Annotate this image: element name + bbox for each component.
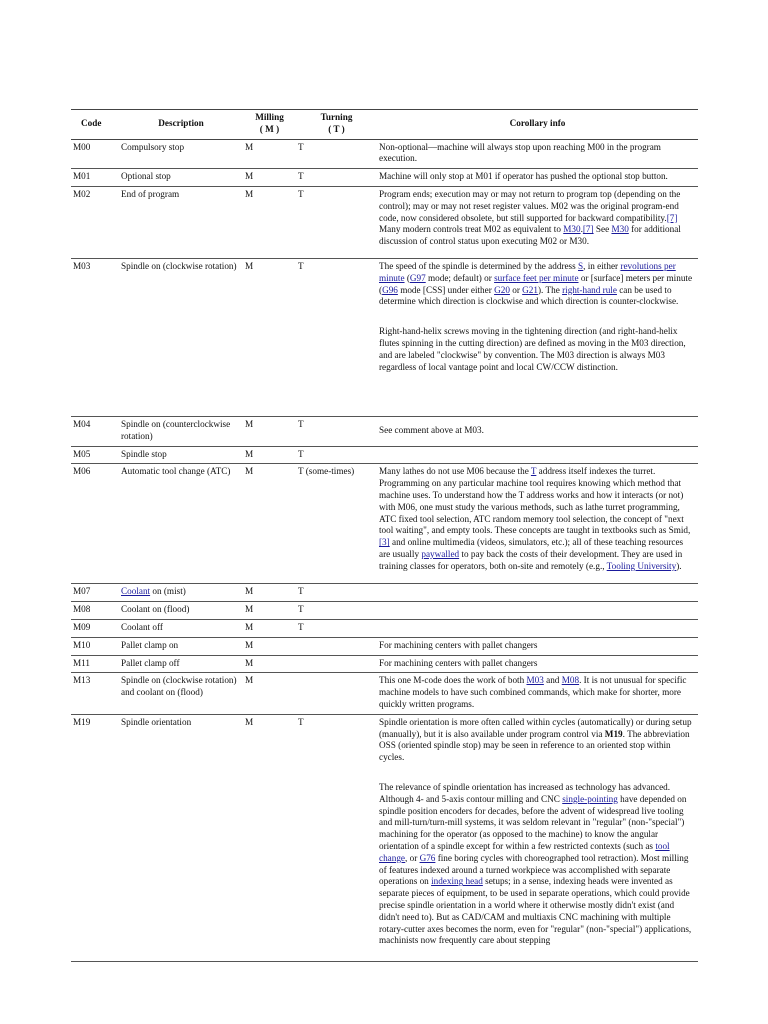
info-text: . It is not unusual for specific machine models to have such combined commands, which make for shorter, more quickly written programs. (379, 675, 687, 709)
info-text: ). The (538, 284, 563, 295)
table-row (71, 584, 698, 602)
turning-cell: T (296, 416, 377, 446)
milling-cell: M (243, 446, 296, 464)
right-hand-rule-link[interactable]: right-hand rule (562, 284, 617, 295)
single-pointing-link[interactable]: single-pointing (562, 793, 618, 804)
info-text: ( (404, 272, 410, 283)
code-cell: M08 (71, 602, 119, 620)
description-cell (119, 584, 243, 602)
info-text: The relevance of spindle orientation has increased as technology has advanced. Although 4- and 5-axis contour milling and CNC (379, 781, 671, 804)
info-text: address itself indexes the turret. Programming on any particular machine tool requires knowing which method that machine uses. To understand how the T address works and how it interacts (or not) with M06, one must study the various methods, such as lathe turret programming, ATC fixed tool selection, ATC random memory tool selection, the concept of "next tool waiting", and empty tools. These concepts are taught in textbooks such as Smid, (379, 466, 691, 536)
turning-cell: T (296, 186, 377, 258)
code-cell: M13 (71, 673, 119, 714)
info-text: , in either (583, 260, 621, 271)
paywalled-link[interactable]: paywalled (421, 548, 460, 559)
turning-cell: T (some-times) (296, 464, 377, 584)
milling-cell: M (243, 619, 296, 637)
info-text: can be used to determine which direction is clockwise and which direction is counter-clockwise. (379, 284, 679, 307)
info-text: mode; default) or (425, 272, 495, 283)
table-row (71, 139, 698, 169)
info-text: mode [CSS] under either (397, 284, 495, 295)
tooling-university-link[interactable]: Tooling University (606, 560, 677, 571)
info-text: Many modern controls treat M02 as equivalent to (379, 224, 564, 235)
coolant-link[interactable]: Coolant (121, 586, 151, 597)
table-row (71, 619, 698, 637)
revolutions-per-minute-link[interactable]: revolutions per minute (379, 260, 676, 283)
document-page (71, 109, 698, 962)
info-cell: For machining centers with pallet changers (377, 637, 698, 655)
info-cell (377, 602, 698, 620)
reference-link[interactable]: [7] (666, 212, 678, 223)
info-cell: See comment above at M03. (377, 416, 698, 446)
info-cell: Non-optional—machine will always stop upon reaching M00 in the program execution. (377, 139, 698, 169)
info-paragraph: Right-hand-helix screws moving in the tightening direction (and right-hand-helix flutes spinning in the cutting direction) are defined as moving in the M03 direction, and are labeled "clockwise" by convention. The M03 direction is always M03 regardless of local vantage point and local CW/CCW distinction. (379, 326, 686, 372)
s-address-link[interactable]: S (578, 260, 584, 271)
description-cell: Spindle orientation (119, 714, 243, 961)
info-cell (377, 258, 698, 416)
m03-link[interactable]: M03 (526, 675, 544, 686)
header-turning-line2: ( T ) (328, 123, 345, 134)
info-text: The speed of the spindle is determined by the address (379, 260, 579, 271)
g76-link[interactable]: G76 (419, 852, 436, 863)
header-corollary-info: Corollary info (377, 110, 698, 140)
milling-cell: M (243, 416, 296, 446)
table-body (71, 139, 698, 961)
info-cell (377, 584, 698, 602)
milling-cell: M (243, 714, 296, 961)
tool-change-link[interactable]: tool change (379, 840, 670, 863)
description-text: on (mist) (150, 586, 186, 597)
turning-cell: T (296, 714, 377, 961)
milling-cell: M (243, 139, 296, 169)
description-cell: Spindle stop (119, 446, 243, 464)
info-text: ). (676, 560, 682, 571)
table-row (71, 446, 698, 464)
reference-link[interactable]: [3] (379, 537, 390, 548)
m-code-table (71, 109, 698, 962)
g97-link[interactable]: G97 (409, 272, 426, 283)
info-text: and (543, 675, 562, 686)
header-row (71, 110, 698, 140)
m19-bold-text: M19 (604, 728, 623, 739)
info-text: . The abbreviation OSS (oriented spindle stop) may be seen in reference to an oriented stop within cycles. (379, 728, 690, 763)
info-text: have depended on spindle position encoders for decades, before the advent of widespread live tooling and mill-turn/turn-mill systems, it was seldom relevant in "regular" (non-"special") machining for the operator (as opposed to the machine) to know the angular orientation of a spindle except for within a few restricted contexts (such as (379, 793, 687, 851)
turning-cell: T (296, 139, 377, 169)
info-text: Many lathes do not use M06 because the (379, 466, 531, 477)
table-row (71, 416, 698, 446)
info-cell (377, 673, 698, 714)
table-row (71, 655, 698, 673)
info-cell (377, 714, 698, 961)
table-row (71, 714, 698, 961)
code-cell: M02 (71, 186, 119, 258)
g21-link[interactable]: G21 (522, 284, 538, 295)
description-cell: End of program (119, 186, 243, 258)
code-cell: M03 (71, 258, 119, 416)
m08-link[interactable]: M08 (561, 675, 580, 686)
turning-cell: T (296, 446, 377, 464)
turning-cell: T (296, 169, 377, 187)
description-cell: Spindle on (counterclockwise rotation) (119, 416, 243, 446)
turning-cell (296, 673, 377, 714)
description-cell: Optional stop (119, 169, 243, 187)
milling-cell: M (243, 602, 296, 620)
description-cell: Spindle on (clockwise rotation) (119, 258, 243, 416)
header-description: Description (119, 110, 243, 140)
code-cell: M04 (71, 416, 119, 446)
table-header (71, 110, 698, 140)
code-cell: M11 (71, 655, 119, 673)
code-cell: M09 (71, 619, 119, 637)
info-text: This one M-code does the work of both (379, 675, 527, 686)
milling-cell: M (243, 655, 296, 673)
header-code: Code (71, 110, 119, 140)
milling-cell: M (243, 186, 296, 258)
code-cell: M10 (71, 637, 119, 655)
info-text: or [surface] meters per minute ( (379, 272, 693, 295)
indexing-head-link[interactable]: indexing head (431, 876, 483, 887)
header-turning-line1: Turning (320, 112, 353, 122)
milling-cell: M (243, 464, 296, 584)
milling-cell: M (243, 673, 296, 714)
code-cell: M19 (71, 714, 119, 961)
info-text: for additional discussion of control status upon executing M02 or M30. (379, 224, 681, 247)
description-cell: Compulsory stop (119, 139, 243, 169)
table-row (71, 637, 698, 655)
info-paragraph (379, 261, 696, 308)
table-row (71, 186, 698, 258)
header-turning (296, 110, 377, 140)
info-text: . (580, 224, 583, 235)
table-row (71, 602, 698, 620)
table-row (71, 169, 698, 187)
description-cell: Pallet clamp on (119, 637, 243, 655)
t-address-link[interactable]: T (530, 466, 537, 477)
description-cell: Spindle on (clockwise rotation) and coolant on (flood) (119, 673, 243, 714)
table-row (71, 258, 698, 416)
info-text: and online multimedia (videos, simulators, etc.); all of these teaching resources are usually (379, 537, 684, 559)
info-cell: Machine will only stop at M01 if operator has pushed the optional stop button. (377, 169, 698, 187)
info-cell (377, 186, 698, 258)
header-milling-line2: ( M ) (259, 123, 280, 134)
info-paragraph (379, 717, 696, 764)
info-paragraph (379, 782, 696, 947)
turning-cell: T (296, 584, 377, 602)
turning-cell: T (296, 258, 377, 416)
g20-link[interactable]: G20 (494, 284, 510, 295)
description-cell: Automatic tool change (ATC) (119, 464, 243, 584)
info-text: Program ends; execution may or may not return to program top (depending on the control); may or may not reset register values. M02 was the original program-end code, now considered obsolete, but still supported for backward compatibility. (379, 188, 681, 223)
code-cell: M07 (71, 584, 119, 602)
info-cell (377, 619, 698, 637)
code-cell: M05 (71, 446, 119, 464)
turning-cell: T (296, 602, 377, 620)
header-milling (243, 110, 296, 140)
description-cell: Pallet clamp off (119, 655, 243, 673)
code-cell: M00 (71, 139, 119, 169)
m30-link[interactable]: M30 (563, 224, 581, 235)
info-text: fine boring cycles with choreographed tool retraction). Most milling of features indexed around a turned workpiece was accomplished with separate operations on (379, 852, 689, 887)
info-text: or (509, 284, 523, 295)
milling-cell: M (243, 169, 296, 187)
code-cell: M06 (71, 464, 119, 584)
info-text: Spindle orientation is more often called within cycles (automatically) or during setup (manually), but it is also available under program control via (379, 716, 692, 739)
info-text: setups; in a sense, indexing heads were invented as separate pieces of equipment, to be used in separate operations, which could provide precise spindle orientation in a world where it otherwise mostly didn't exist (and didn't need to). But as CAD/CAM and multiaxis CNC machining with multiple rotary-cutter axes becomes the norm, even for "regular" (non-"special") applications, machinists now frequently care about stepping (379, 876, 692, 946)
turning-cell: T (296, 619, 377, 637)
table-row (71, 464, 698, 584)
reference-link[interactable]: [7] (582, 224, 594, 235)
milling-cell: M (243, 637, 296, 655)
table-row (71, 673, 698, 714)
info-cell (377, 446, 698, 464)
header-milling-line1: Milling (255, 112, 284, 122)
info-cell: For machining centers with pallet changers (377, 655, 698, 673)
milling-cell: M (243, 258, 296, 416)
turning-cell (296, 637, 377, 655)
info-text: to pay back the costs of their development. They are used in training classes for operators, both on-site and remotely (e.g., (379, 548, 683, 571)
code-cell: M01 (71, 169, 119, 187)
surface-feet-per-minute-link[interactable]: surface feet per minute (494, 272, 579, 283)
info-cell (377, 464, 698, 584)
turning-cell (296, 655, 377, 673)
description-cell: Coolant on (flood) (119, 602, 243, 620)
description-cell: Coolant off (119, 619, 243, 637)
g96-link[interactable]: G96 (382, 284, 398, 295)
milling-cell: M (243, 584, 296, 602)
info-text: , or (405, 852, 420, 863)
m30-link[interactable]: M30 (611, 224, 629, 235)
info-text: See (593, 224, 612, 235)
